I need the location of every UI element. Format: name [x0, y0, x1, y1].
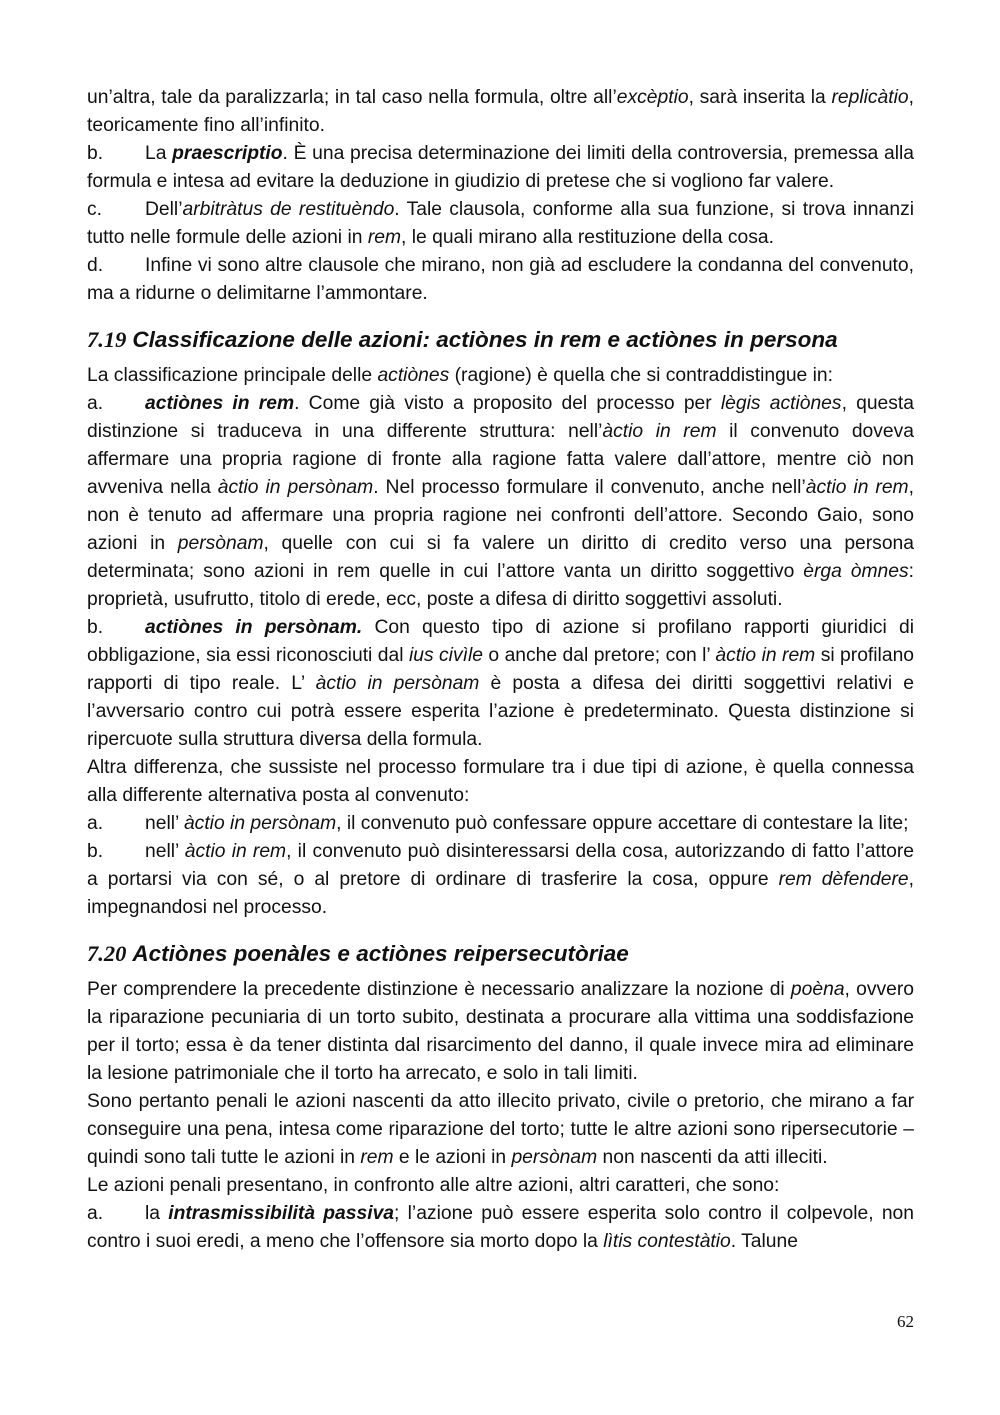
- list-marker: a.: [87, 1203, 104, 1224]
- list-item: [87, 196, 914, 252]
- italic-term: excèptio: [616, 87, 689, 108]
- italic-term: àctio in rem: [184, 841, 287, 862]
- text-run: , il convenuto può disinteressarsi della cosa, autorizzando di fatto l’attore a portarsi via con sé, o al pretore di ordinare di trasferire la cosa, oppure: [87, 841, 914, 890]
- text-run: Sono pertanto penali le azioni nascenti da atto illecito privato, civile o pretorio, che mirano a far conseguire una pena, intesa come riparazione del torto; tutte le altre azioni sono ripersecutorie – quindi sono tali tutte le azioni in: [87, 1091, 914, 1168]
- list-item: [87, 838, 914, 922]
- bold-italic-term: actiònes in rem: [145, 393, 295, 414]
- text-run: nell’: [145, 813, 184, 834]
- list-item: [87, 614, 914, 754]
- italic-term: persònam: [511, 1147, 598, 1168]
- section-number: 7.20: [87, 941, 127, 966]
- italic-term: àctio in persònam: [315, 673, 480, 694]
- italic-term: arbitràtus de restituèndo: [182, 199, 395, 220]
- italic-term: rem: [367, 227, 402, 248]
- paragraph: [87, 362, 914, 390]
- italic-term: àctio in rem: [602, 421, 717, 442]
- list-item: [87, 252, 914, 308]
- text-run: , sarà inserita la: [688, 87, 832, 108]
- text-run: , ovvero la riparazione pecuniaria di un torto subito, destinata a procurare alla vittima una soddisfazione per il torto; essa è da tener distinta dal risarcimento del danno, il quale invece mira ad eliminare la lesione patrimoniale che il torto ha arrecato, e solo in tali limiti.: [87, 979, 914, 1084]
- paragraph: [87, 1088, 914, 1172]
- text-run: e le azioni in: [393, 1147, 512, 1168]
- text-run: . Come già visto a proposito del processo per: [294, 393, 721, 414]
- text-run: , teoricamente fino all’infinito.: [87, 87, 914, 136]
- italic-term: ius civìle: [408, 645, 483, 666]
- text-run: si profilano rapporti di tipo reale. L’: [87, 645, 915, 694]
- list-item: [87, 1200, 914, 1256]
- list-marker: b.: [87, 143, 104, 164]
- text-run: Con questo tipo di azione si profilano rapporti giuridici di obbligazione, sia essi riconosciuti dal: [87, 617, 914, 666]
- text-run: , quelle con cui si fa valere un diritto di credito verso una persona determinata; sono azioni in rem quelle in cui l’attore vanta un diritto soggettivo: [87, 533, 914, 582]
- italic-term: lègis actiònes: [720, 393, 842, 414]
- text-run: un’altra, tale da paralizzarla; in tal caso nella formula, oltre all’: [87, 87, 617, 108]
- text-run: . Talune: [730, 1231, 798, 1252]
- text-run: Dell’: [145, 199, 183, 220]
- bold-italic-term: praescriptio: [172, 143, 283, 164]
- section-title: Classificazione delle azioni: actiònes in rem e actiònes in persona: [132, 327, 838, 352]
- list-marker: d.: [87, 255, 104, 276]
- text-run: non nascenti da atti illeciti.: [597, 1147, 828, 1168]
- text-run: (ragione) è quella che si contraddistingue in:: [449, 365, 833, 386]
- italic-term: àctio in rem: [805, 477, 909, 498]
- text-run: La: [145, 143, 173, 164]
- italic-term: lìtis contestàtio: [603, 1231, 731, 1252]
- italic-term: persònam: [177, 533, 264, 554]
- text-run: Infine vi sono altre clausole che mirano, non già ad escludere la condanna del convenuto, ma a ridurne o delimitarne l’ammontare.: [87, 255, 914, 304]
- bold-italic-term: actiònes in persònam.: [145, 617, 363, 638]
- text-run: Altra differenza, che sussiste nel processo formulare tra i due tipi di azione, è quella connessa alla differente alternativa posta al convenuto:: [87, 757, 914, 806]
- text-run: . Tale clausola, conforme alla sua funzione, si trova innanzi tutto nelle formule delle azioni in: [87, 199, 914, 248]
- text-run: ; l’azione può essere esperita solo contro il colpevole, non contro i suoi eredi, a meno che l’offensore sia morto dopo la: [87, 1203, 914, 1252]
- paragraph: [87, 754, 914, 810]
- page-number: 62: [897, 1312, 914, 1331]
- characteristics-list: [87, 1200, 914, 1256]
- text-run: nell’: [145, 841, 185, 862]
- text-run: è posta a difesa dei diritti soggettivi relativi e l’avversario contro cui potrà essere esperita l’azione è predeterminato. Questa distinzione si ripercuote sulla struttura diversa della formula.: [87, 673, 914, 750]
- italic-term: rem: [360, 1147, 394, 1168]
- text-run: , le quali mirano alla restituzione della cosa.: [401, 227, 775, 248]
- text-run: Le azioni penali presentano, in confronto alle altre azioni, altri caratteri, che sono:: [87, 1175, 780, 1196]
- text-run: . Nel processo formulare il convenuto, anche nell’: [373, 477, 806, 498]
- section-heading: [87, 938, 914, 970]
- text-run: . È una precisa determinazione dei limiti della controversia, premessa alla formula e intesa ad evitare la deduzione in giudizio di pretese che si vogliono far valere.: [87, 143, 914, 192]
- paragraph: [87, 1172, 914, 1200]
- list-marker: a.: [87, 813, 104, 834]
- paragraph: [87, 84, 914, 140]
- list-marker: b.: [87, 617, 104, 638]
- italic-term: actiònes: [377, 365, 450, 386]
- paragraph: [87, 976, 914, 1088]
- italic-term: rem dèfendere: [778, 869, 909, 890]
- text-run: , il convenuto può confessare oppure accettare di contestare la lite;: [336, 813, 909, 834]
- list-marker: c.: [87, 199, 102, 220]
- clause-list: [87, 140, 914, 308]
- list-marker: a.: [87, 393, 104, 414]
- italic-term: replicàtio: [831, 87, 909, 108]
- text-run: la: [145, 1203, 169, 1224]
- italic-term: àctio in persònam: [183, 813, 337, 834]
- alternative-list: [87, 810, 914, 922]
- bold-italic-term: intrasmissibilità passiva: [168, 1203, 395, 1224]
- italic-term: poèna: [790, 979, 845, 1000]
- text-run: o anche dal pretore; con l’: [482, 645, 716, 666]
- text-run: La classificazione principale delle: [87, 365, 378, 386]
- italic-term: àctio in persònam: [217, 477, 374, 498]
- italic-term: èrga òmnes: [803, 561, 909, 582]
- section-number: 7.19: [87, 327, 127, 352]
- text-run: Per comprendere la precedente distinzione è necessario analizzare la nozione di: [87, 979, 791, 1000]
- section-title: Actiònes poenàles e actiònes reipersecutòriae: [132, 941, 629, 966]
- text-run: , non è tenuto ad affermare una propria ragione nei confronti dell’attore. Secondo Gaio, sono azioni in: [87, 477, 914, 554]
- classification-list: [87, 390, 914, 754]
- text-run: : proprietà, usufrutto, titolo di erede, ecc, poste a difesa di diritto soggettivi assoluti.: [87, 561, 914, 610]
- page-body: [87, 84, 914, 1256]
- list-marker: b.: [87, 841, 104, 862]
- italic-term: àctio in rem: [715, 645, 816, 666]
- text-run: , questa distinzione si traduceva in una differente struttura: nell’: [87, 393, 915, 442]
- list-item: [87, 140, 914, 196]
- list-item: [87, 390, 914, 614]
- section-heading: [87, 324, 914, 356]
- text-run: , impegnandosi nel processo.: [87, 869, 915, 918]
- text-run: il convenuto doveva affermare una propria ragione di fronte alla ragione fatta valere dall’attore, mentre ciò non avveniva nella: [87, 421, 915, 498]
- list-item: [87, 810, 914, 838]
